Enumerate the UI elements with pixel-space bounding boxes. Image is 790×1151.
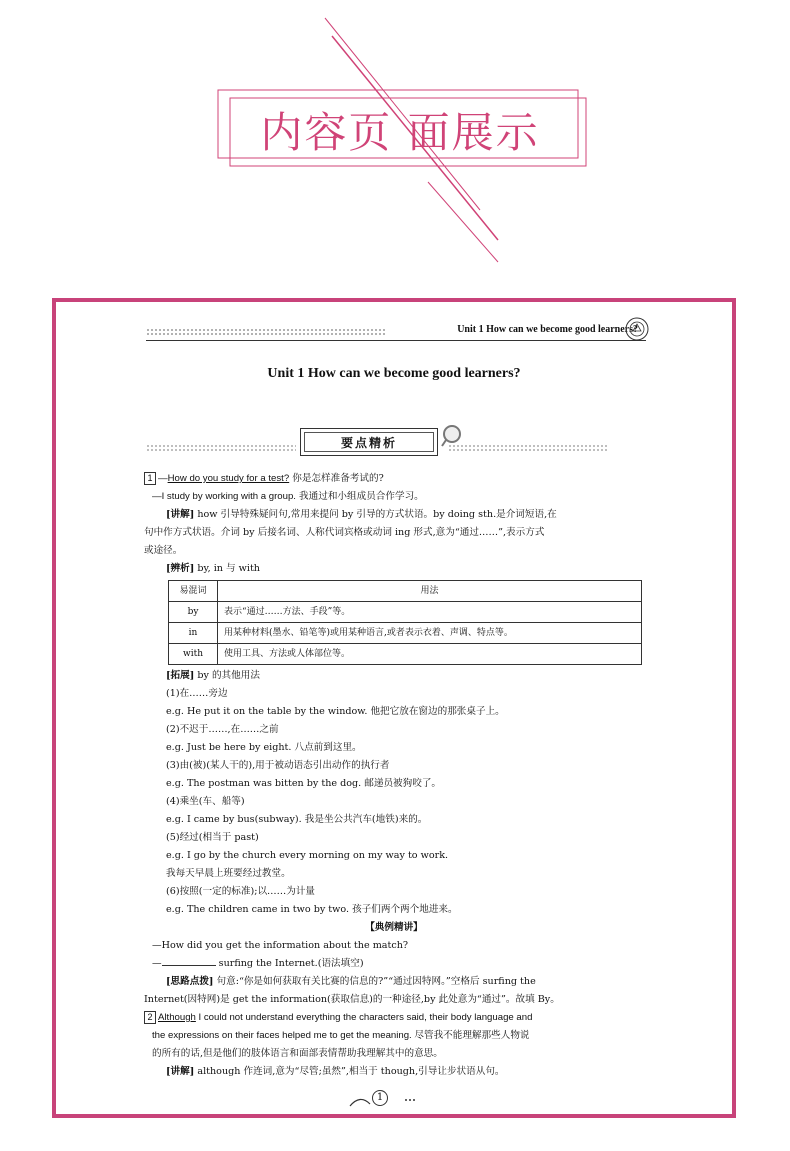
running-header: [146, 322, 646, 341]
section-dots-left: [146, 444, 296, 452]
extend-item: e.g. I go by the church every morning on my way to work.: [166, 850, 449, 861]
a-english: —I study by working with a group.: [152, 491, 296, 502]
example-heading: 【典例精讲】: [365, 922, 423, 933]
running-title: Unit 1 How can we become good learners?: [457, 324, 638, 335]
page-number: 1: [372, 1090, 388, 1106]
item2-explain: [144, 1063, 644, 1081]
table-row: [169, 644, 642, 665]
footer-ornament-icon: [346, 1090, 436, 1110]
explain-line-1: [144, 506, 644, 524]
table-cell-word: by: [169, 602, 218, 623]
section-dots-right: [448, 444, 608, 452]
thinking-label: [思路点拨]: [166, 976, 214, 987]
table-header: 用法: [218, 581, 642, 602]
section-heading: [300, 428, 438, 456]
table-cell-usage: 表示“通过……方法、手段”等。: [218, 602, 642, 623]
example-answer: [144, 955, 644, 973]
extend-item: e.g. The children came in two by two. 孩子们两个两个地进来。: [166, 904, 458, 915]
emblem-icon: [624, 316, 650, 342]
item2-keyword: Although: [158, 1012, 196, 1023]
explain-line-3: 或途径。: [144, 545, 183, 556]
table-header-row: [169, 581, 642, 602]
explain-label: [讲解]: [166, 1066, 195, 1077]
content-body: [144, 470, 644, 1081]
unit-title: Unit 1 How can we become good learners?: [267, 366, 521, 381]
extend-item: 我每天早晨上班要经过教堂。: [166, 868, 291, 879]
extend-item: e.g. Just be here by eight. 八点前到这里。: [166, 742, 362, 753]
table-cell-word: with: [169, 644, 218, 665]
thinking-line-1: [144, 973, 644, 991]
extend-item: (1)在……旁边: [166, 688, 228, 699]
answer-blank[interactable]: [162, 955, 216, 966]
thinking-line-2: Internet(因特网)是 get the information(获取信息)的一种途径,by 此处意为“通过”。故填 By。: [144, 994, 560, 1005]
thinking-text: 句意:“你是如何获取有关比赛的信息的?”“通过因特网。”空格后 surfing the: [213, 976, 536, 987]
table-header: 易混词: [169, 581, 218, 602]
a-chinese: 我通过和小组成员合作学习。: [295, 491, 424, 502]
explain-text: how 引导特殊疑问句,常用来提问 by 引导的方式状语。by doing sth.是介词短语,在: [197, 509, 557, 520]
table-cell-word: in: [169, 623, 218, 644]
q-english: How do you study for a test?: [167, 473, 290, 484]
page-frame: [52, 298, 736, 1118]
analysis-text: by, in 与 with: [197, 563, 260, 574]
extend-item: (3)由(被)(某人干的),用于被动语态引出动作的执行者: [166, 760, 390, 771]
extend-item: (4)乘坐(车、船等): [166, 796, 245, 807]
q-chinese: 你是怎样准备考试的?: [289, 473, 384, 484]
item2-line-1: [144, 1009, 644, 1027]
extend-label: [拓展]: [166, 670, 195, 681]
extend-item: (5)经过(相当于 past): [166, 832, 259, 843]
item1-question: [144, 470, 644, 488]
explain-text: although 作连词,意为“尽管;虽然”,相当于 though,引导让步状语从句。: [197, 1066, 505, 1077]
extend-item: e.g. The postman was bitten by the dog. 邮递员被狗咬了。: [166, 778, 442, 789]
extend-item: (6)按照(一定的标准);以……为计量: [166, 886, 316, 897]
table-cell-usage: 使用工具、方法或人体部位等。: [218, 644, 642, 665]
item-number: 1: [144, 472, 156, 485]
table-row: [169, 623, 642, 644]
extend-line: [144, 667, 644, 685]
item2-text: I could not understand everything the characters said, their body language and: [195, 1012, 533, 1023]
example-question: —How did you get the information about the match?: [152, 940, 409, 951]
item1-answer: [144, 488, 644, 506]
table-cell-usage: 用某种材料(墨水、铅笔等)或用某种语言,或者表示衣着、声调、特点等。: [218, 623, 642, 644]
item2-line-3: 的所有的话,但是他们的肢体语言和面部表情帮助我理解其中的意思。: [152, 1048, 443, 1059]
section-heading-text: 要点精析: [340, 435, 397, 450]
explain-line-2: 句中作方式状语。介词 by 后接名词、人称代词宾格或动词 ing 形式,意为“通过……”,表示方式: [144, 527, 545, 538]
banner-title: 内容页 面展示: [260, 108, 540, 157]
extend-item: e.g. He put it on the table by the window. 他把它放在窗边的那张桌子上。: [166, 706, 505, 717]
extend-item: e.g. I came by bus(subway). 我是坐公共汽车(地铁)来的。: [166, 814, 428, 825]
item2-line-2: the expressions on their faces helped me to get the meaning. 尽管我不能理解那些人物说: [152, 1030, 530, 1041]
extend-text: by 的其他用法: [197, 670, 260, 681]
example-prefix: —: [152, 958, 162, 969]
header-dots: [146, 328, 386, 336]
example-suffix: surfing the Internet.(语法填空): [215, 958, 364, 969]
usage-table: [168, 580, 642, 665]
extend-item: (2)不迟于……,在……之前: [166, 724, 279, 735]
q-prefix: —: [158, 473, 168, 484]
analysis-label: [辨析]: [166, 563, 195, 574]
item-number: 2: [144, 1011, 156, 1024]
explain-label: [讲解]: [166, 509, 195, 520]
analysis-line: [144, 560, 644, 578]
table-row: [169, 602, 642, 623]
